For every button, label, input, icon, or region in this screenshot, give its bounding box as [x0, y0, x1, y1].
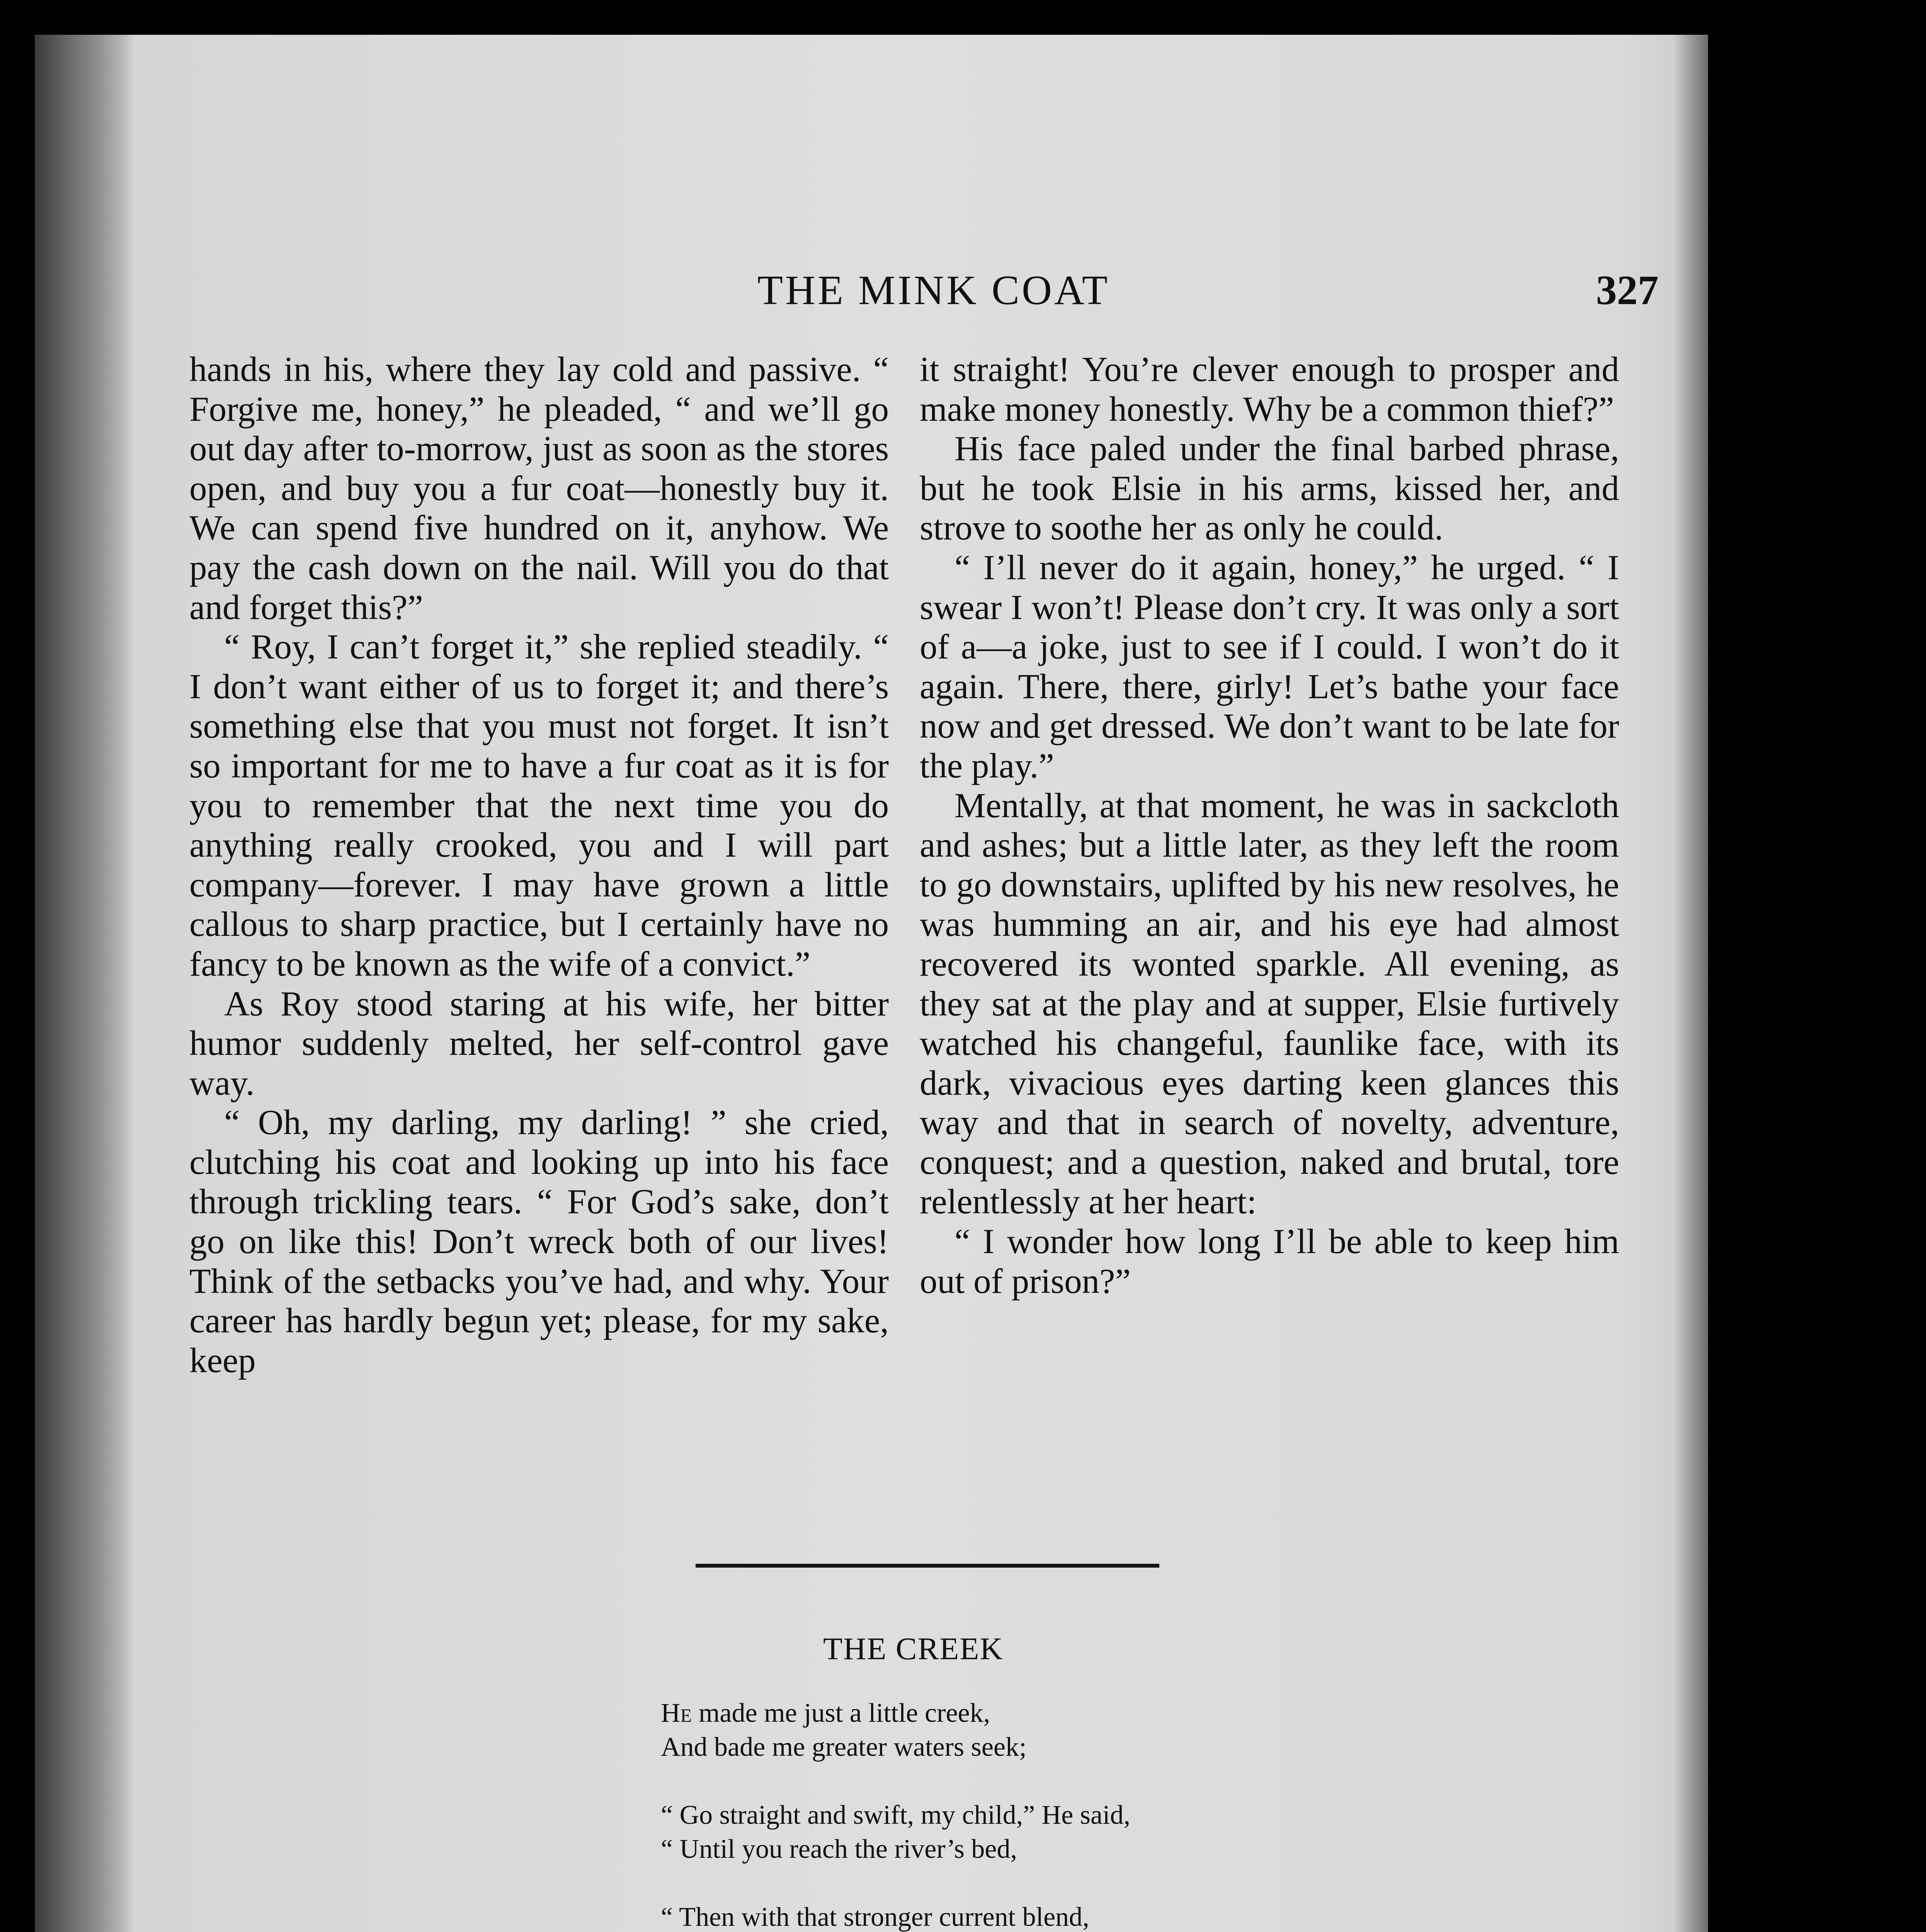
- paragraph: “ I’ll never do it again, honey,” he urged. “ I swear I won’t! Please don’t cry. It was only a sort of a—a joke, just to see if I could. I won’t do it again. There, there, girly! Let’s bathe your face now and get dressed. We don’t want to be late for the play.”: [920, 548, 1619, 785]
- paragraph: Mentally, at that moment, he was in sackcloth and ashes; but a little later, as they left the room to go downstairs, uplifted by his new resolves, he was humming an air, and his eye had almost recovered its wonted sparkle. All evening, as they sat at the play and at supper, Elsie furtively watched his changeful, faunlike face, with its dark, vivacious eyes darting keen glances this way and that in search of novelty, adventure, conquest; and a question, naked and brutal, tore relentlessly at her heart:: [920, 786, 1619, 1221]
- poem-title: THE CREEK: [823, 1631, 1004, 1666]
- poem-line: “ Go straight and swift, my child,” He said,: [661, 1800, 1131, 1830]
- stanza: [661, 1798, 1395, 1866]
- story-column-left: [189, 350, 889, 1380]
- stanza: [661, 1900, 1395, 1932]
- book-page: [35, 35, 1708, 1932]
- paragraph: “ I wonder how long I’ll be able to keep him out of prison?”: [920, 1222, 1619, 1301]
- poem-line: “ Until you reach the river’s bed,: [661, 1834, 1017, 1864]
- stanza: [661, 1696, 1395, 1764]
- paragraph: As Roy stood staring at his wife, her bitter humor suddenly melted, her self-control gave way.: [189, 984, 889, 1102]
- poem-first-word: He: [661, 1698, 692, 1728]
- poem-line: He made me just a little creek,: [661, 1698, 990, 1728]
- poem-body: [661, 1696, 1395, 1932]
- page-number: 327: [1596, 267, 1659, 313]
- paragraph: His face paled under the final barbed phrase, but he took Elsie in his arms, kissed her, and strove to soothe her as only he could.: [920, 429, 1619, 548]
- section-divider: [696, 1564, 1159, 1568]
- page-edge-shadow: [1673, 35, 1708, 1932]
- running-head: THE MINK COAT: [757, 267, 1110, 313]
- paragraph: “ Roy, I can’t forget it,” she replied steadily. “ I don’t want either of us to forget it; and there’s something else that you must not forget. It isn’t so important for me to have a fur coat as it is for you to remember that the next time you do anything really crooked, you and I will part company—forever. I may have grown a little callous to sharp practice, but I certainly have no fancy to be known as the wife of a convict.”: [189, 627, 889, 983]
- poem-line: And bade me greater waters seek;: [661, 1732, 1027, 1762]
- paragraph: hands in his, where they lay cold and passive. “ Forgive me, honey,” he pleaded, “ and we’ll go out day after to-morrow, just as soon as the stores open, and buy you a fur coat—honestly buy it. We can spend five hundred on it, anyhow. We pay the cash down on the nail. Will you do that and forget this?”: [189, 350, 889, 627]
- paragraph: “ Oh, my darling, my darling! ” she cried, clutching his coat and looking up into his face through trickling tears. “ For God’s sake, don’t go on like this! Don’t wreck both of our lives! Think of the setbacks you’ve had, and why. Your career has hardly begun yet; please, for my sake, keep: [189, 1103, 889, 1380]
- paragraph: it straight! You’re clever enough to prosper and make money honestly. Why be a common thief?”: [920, 350, 1619, 429]
- poem-line: “ Then with that stronger current blend,: [661, 1902, 1089, 1932]
- story-column-right: [920, 350, 1619, 1301]
- page-gutter-shadow: [35, 35, 135, 1932]
